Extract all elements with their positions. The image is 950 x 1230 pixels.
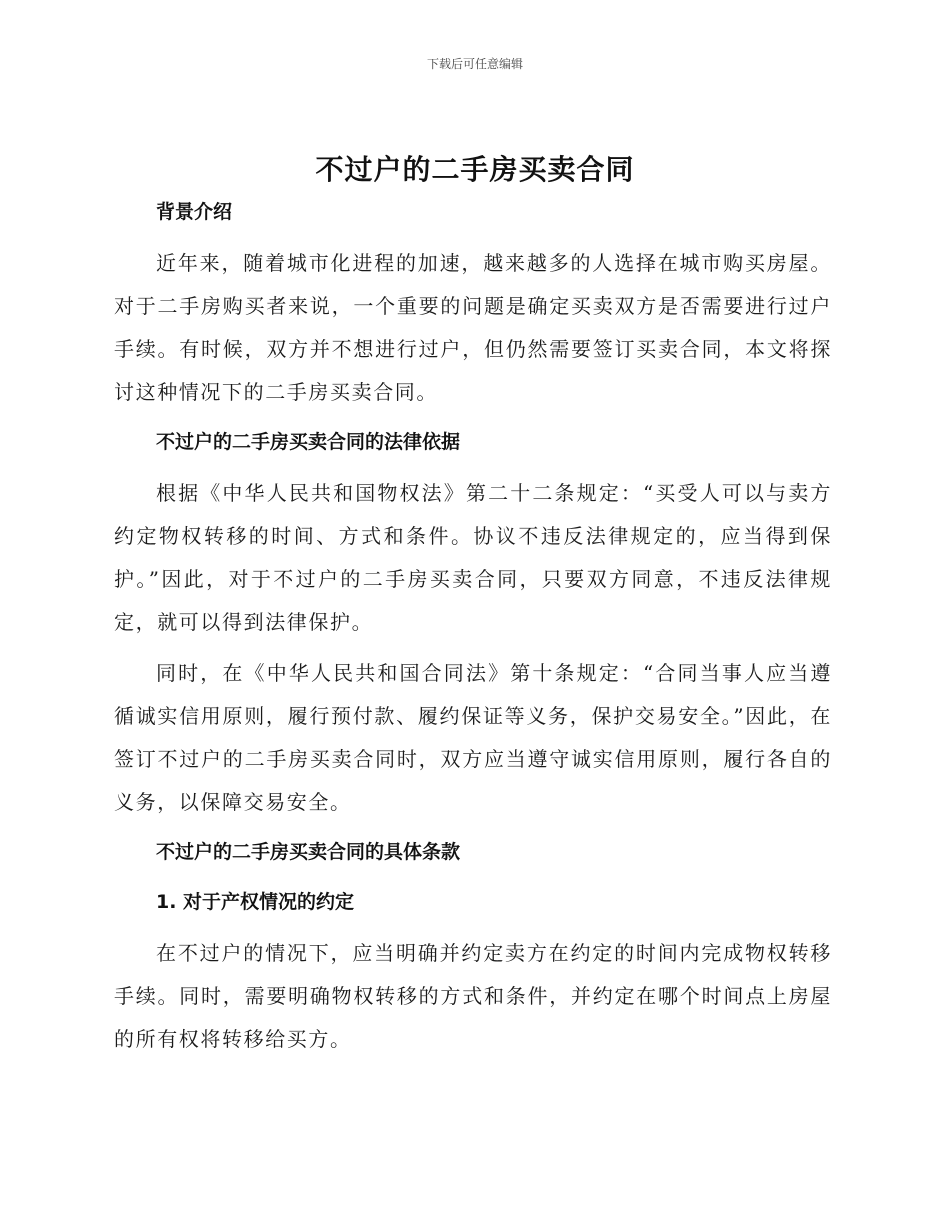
document-title: 不过户的二手房买卖合同: [315, 153, 635, 186]
section-heading-property-rights: 1. 对于产权情况的约定: [156, 891, 355, 913]
paragraph: 同时，在《中华人民共和国合同法》第十条规定：“合同当事人应当遵循诚实信用原则，履行预付款、履约保证等义务，保护交易安全。”因此，在签订不过户的二手房买卖合同时，双方应当遵守诚实信用原则，履行各自的义务，以保障交易安全。: [114, 661, 832, 814]
section-heading-legal-basis: 不过户的二手房买卖合同的法律依据: [156, 431, 461, 453]
paragraph: 近年来，随着城市化进程的加速，越来越多的人选择在城市购买房屋。对于二手房购买者来说，一个重要的问题是确定买卖双方是否需要进行过户手续。有时候，双方并不想进行过户，但仍然需要签订买卖合同，本文将探讨这种情况下的二手房买卖合同。: [114, 251, 832, 404]
paragraph: 根据《中华人民共和国物权法》第二十二条规定：“买受人可以与卖方约定物权转移的时间、方式和条件。协议不违反法律规定的，应当得到保护。”因此，对于不过户的二手房买卖合同，只要双方同意，不违反法律规定，就可以得到法律保护。: [114, 481, 832, 634]
document-body: [114, 192, 832, 1069]
section-heading-specific-terms: 不过户的二手房买卖合同的具体条款: [156, 841, 461, 863]
section-heading-background: 背景介绍: [156, 201, 233, 223]
page-header: 下载后可任意编辑: [426, 57, 523, 71]
paragraph: 在不过户的情况下，应当明确并约定卖方在约定的时间内完成物权转移手续。同时，需要明确物权转移的方式和条件，并约定在哪个时间点上房屋的所有权将转移给买方。: [114, 941, 832, 1051]
